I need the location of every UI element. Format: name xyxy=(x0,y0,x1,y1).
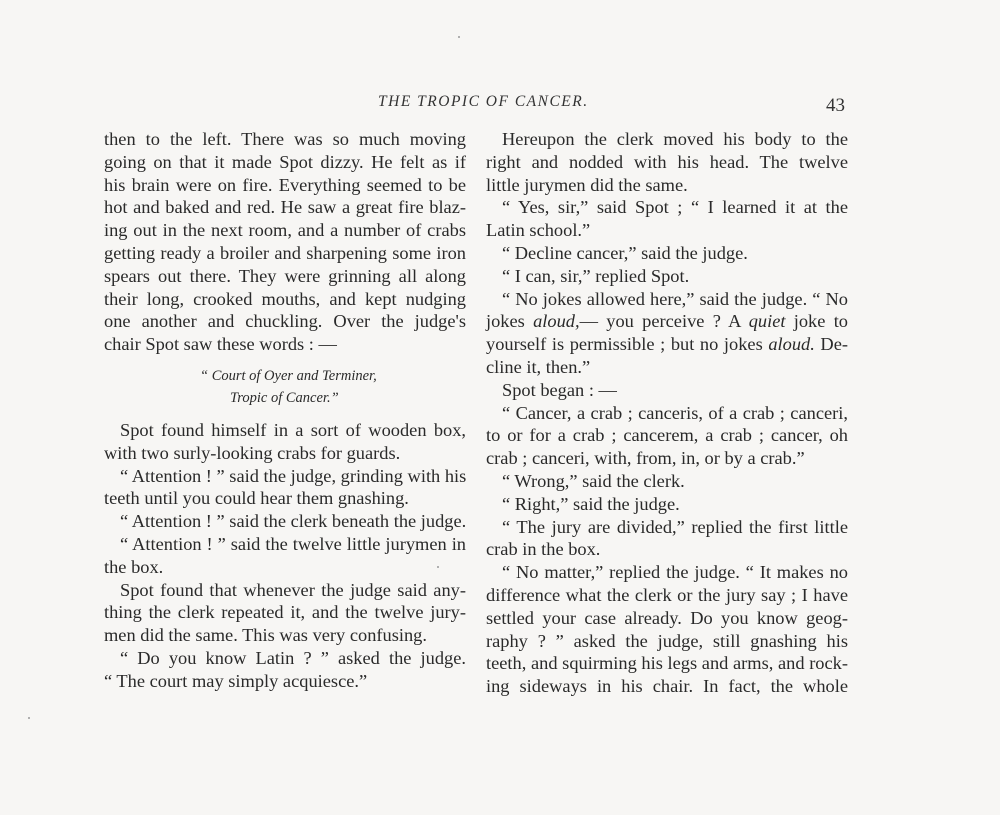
text-line: “ Attention ! ” said the twelve little jurymen in xyxy=(120,533,466,554)
text-line: raphy ? ” asked the judge, still gnashing his xyxy=(486,630,848,651)
text-line: their long, crooked mouths, and kept nudging xyxy=(104,288,466,309)
text-line: one another and chuckling. Over the judge's xyxy=(104,311,466,332)
text-line: spears out there. They were grinning all along xyxy=(104,265,466,286)
page-header xyxy=(0,93,1000,123)
text-line: “ The court may simply acquiesce.” xyxy=(104,670,368,691)
text-line: Spot began : — xyxy=(502,379,617,400)
text-line: thing the clerk repeated it, and the twelve jury- xyxy=(104,602,466,623)
text-line: “ The jury are divided,” replied the first little xyxy=(502,516,848,537)
text-line: Latin school.” xyxy=(486,220,591,241)
text-line: hot and baked and red. He saw a great fire blaz- xyxy=(104,197,466,218)
text-line: “ No matter,” replied the judge. “ It makes no xyxy=(502,562,848,583)
text-line: ing out in the next room, and a number of crabs xyxy=(104,220,466,241)
text-line: the box. xyxy=(104,556,164,577)
text-line: “ Do you know Latin ? ” asked the judge. xyxy=(120,647,466,668)
text-line: right and nodded with his head. The twelve xyxy=(486,151,848,172)
text-line: Hereupon the clerk moved his body to the xyxy=(502,129,848,149)
text-line: “ Wrong,” said the clerk. xyxy=(502,470,685,491)
text-line: little jurymen did the same. xyxy=(486,174,688,195)
text-line: “ Right,” said the judge. xyxy=(502,493,680,514)
paper-speck xyxy=(458,36,460,38)
text-line: his brain were on fire. Everything seemed to be xyxy=(104,174,466,195)
text-fragment: joke to xyxy=(785,311,848,332)
text-line-with-emphasis xyxy=(486,310,848,333)
text-line: “ Cancer, a crab ; canceris, of a crab ; canceri, xyxy=(502,402,848,423)
text-line: crab ; canceri, with, from, in, or by a crab.” xyxy=(486,448,805,469)
emphasis-aloud: aloud, xyxy=(533,311,580,332)
text-line: chair Spot saw these words : — xyxy=(104,334,337,355)
paper-speck xyxy=(437,566,439,568)
right-column xyxy=(486,128,848,698)
inscription-line: “ Court of Oyer and Terminer, xyxy=(200,367,377,384)
text-line-with-emphasis xyxy=(486,333,848,356)
text-line: “ Decline cancer,” said the judge. xyxy=(502,242,748,263)
inscription-line: Tropic of Cancer.” xyxy=(230,389,339,406)
page-number: 43 xyxy=(826,95,845,116)
text-line: to or for a crab ; cancerem, a crab ; cancer, oh xyxy=(486,425,848,446)
text-line: Spot found himself in a sort of wooden box, xyxy=(120,419,466,440)
text-line: Spot found that whenever the judge said any- xyxy=(120,579,466,600)
text-fragment: jokes xyxy=(486,311,534,332)
text-fragment: yourself is permissible ; but no jokes xyxy=(486,334,769,355)
text-line: ing sideways in his chair. In fact, the whole xyxy=(486,676,848,697)
text-line: men did the same. This was very confusing. xyxy=(104,625,427,646)
running-title: THE TROPIC OF CANCER. xyxy=(378,93,589,110)
text-fragment: De- xyxy=(814,334,848,355)
text-line: “ I can, sir,” replied Spot. xyxy=(502,265,690,286)
text-line: difference what the clerk or the jury say ; I have xyxy=(486,584,848,605)
text-line: “ No jokes allowed here,” said the judge. “ No xyxy=(502,288,848,309)
text-line: teeth until you could hear them gnashing. xyxy=(104,488,409,509)
text-line: then to the left. There was so much moving xyxy=(104,129,466,149)
text-line: going on that it made Spot dizzy. He felt as if xyxy=(104,151,466,172)
text-line: “ Attention ! ” said the clerk beneath the judge. xyxy=(120,511,467,532)
text-line: “ Yes, sir,” said Spot ; “ I learned it at the xyxy=(502,197,848,218)
text-line: “ Attention ! ” said the judge, grinding with his xyxy=(120,465,467,486)
left-column xyxy=(104,128,466,693)
emphasis-quiet: quiet xyxy=(748,311,786,332)
text-line: with two surly-looking crabs for guards. xyxy=(104,442,401,463)
text-line: teeth, and squirming his legs and arms, and rock- xyxy=(486,653,848,674)
emphasis-aloud: aloud. xyxy=(768,334,815,355)
text-fragment: — you perceive ? A xyxy=(579,311,749,332)
text-line: crab in the box. xyxy=(486,539,601,560)
text-line: settled your case already. Do you know geog- xyxy=(486,607,848,628)
paper-speck xyxy=(28,717,30,719)
text-line: cline it, then.” xyxy=(486,356,591,377)
text-line: getting ready a broiler and sharpening some iron xyxy=(104,242,466,263)
